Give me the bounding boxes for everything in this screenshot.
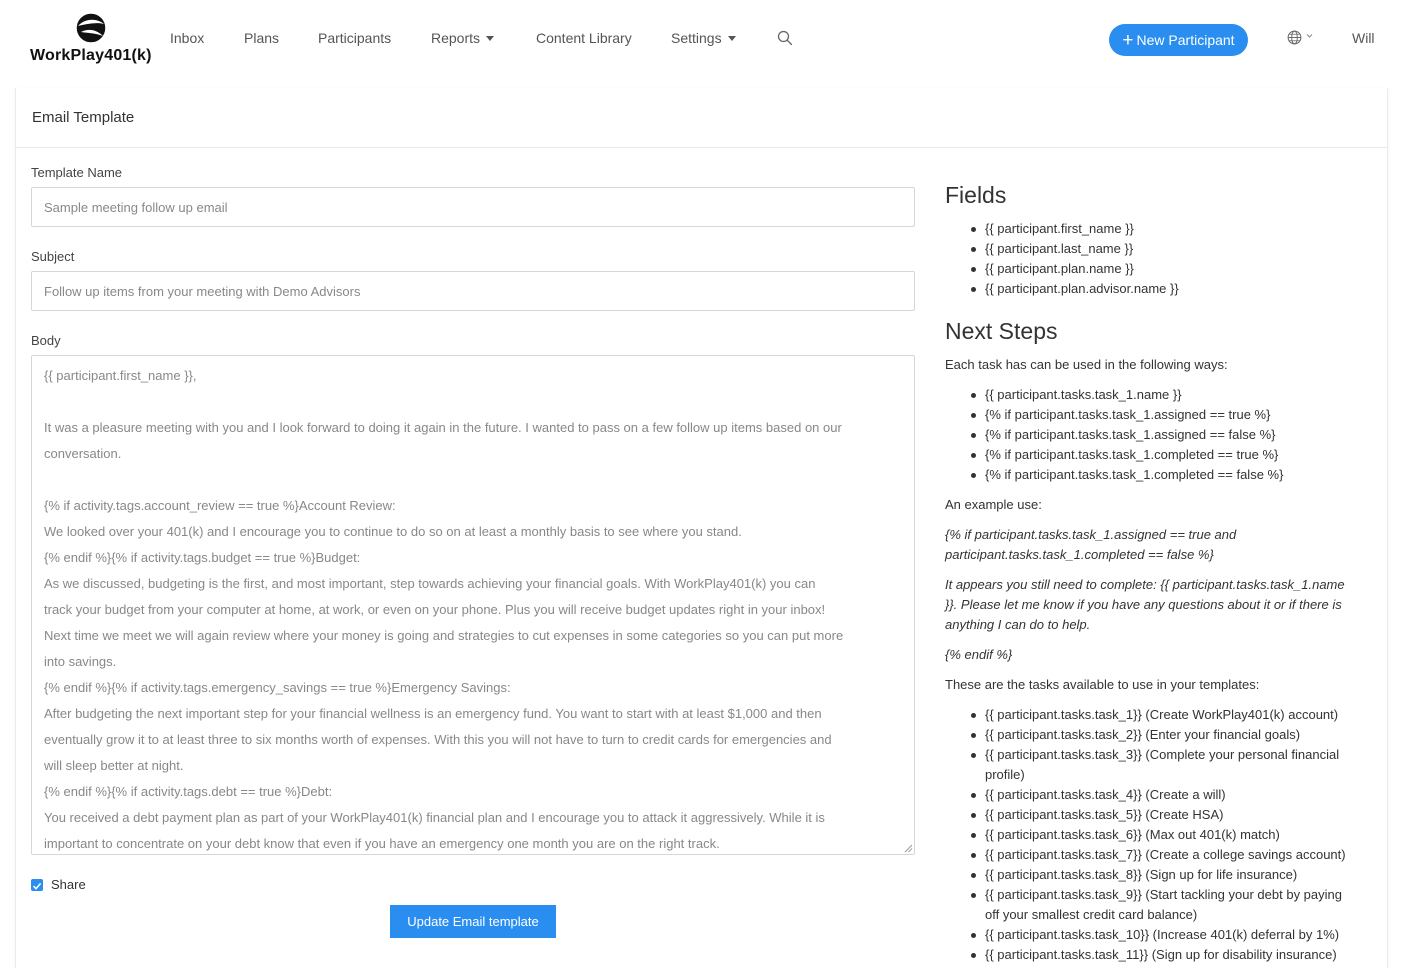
body-line: {{ participant.first_name }}, [44,368,197,383]
body-line: We looked over your 401(k) and I encourage you to continue to do so on at least a monthly basis to see where you stand. [44,524,742,539]
nav-content-library[interactable]: Content Library [536,30,632,46]
task-item: {{ participant.tasks.task_8}} (Sign up for life insurance) [985,867,1298,882]
task-item: {{ participant.tasks.task_2}} (Enter your financial goals) [985,727,1301,742]
body-line: eventually grow it to at least three to six months worth of expenses. With this you will not have to turn to credit cards for emergencies and [44,732,832,747]
template-name-input[interactable] [31,187,915,227]
body-line: conversation. [44,446,122,461]
usage-item: {% if participant.tasks.task_1.assigned == false %} [985,427,1276,442]
task-item: off your smallest credit card balance) [985,907,1198,922]
body-line: {% endif %}{% if activity.tags.debt == true %}Debt: [44,784,333,799]
nav-participants[interactable]: Participants [318,30,392,46]
nav-settings[interactable] [671,30,736,46]
brand-name: WorkPlay401(k) [30,47,152,64]
task-item: {{ participant.tasks.task_6}} (Max out 401(k) match) [985,827,1280,842]
card-header [16,88,1387,148]
user-menu[interactable]: Will [1352,30,1375,46]
check-icon [31,880,43,892]
page-title: Email Template [32,109,135,126]
usage-item: {% if participant.tasks.task_1.completed == true %} [985,447,1279,462]
body-line: It was a pleasure meeting with you and I look forward to doing it again in the future. I wanted to pass on a few follow up items based on our [44,420,842,435]
body-line: {% endif %}{% if activity.tags.emergency_savings == true %}Emergency Savings: [44,680,511,695]
logo-icon [75,12,107,44]
new-participant-label: New Participant [1136,32,1235,48]
field-item: {{ participant.plan.advisor.name }} [985,281,1179,296]
body-line: into savings. [44,654,117,669]
body-line: Next time we meet we will again review where your money is going and strategies to cut expenses in some categories so you can put more [44,628,844,643]
chevron-down-icon [486,36,494,41]
example-condition-line: {% if participant.tasks.task_1.assigned == true and [945,527,1237,542]
update-email-template-button[interactable]: Update Email template [390,905,556,938]
usage-item: {% if participant.tasks.task_1.completed == false %} [985,467,1284,482]
example-condition-line: participant.tasks.task_1.completed == false %} [945,547,1214,562]
chevron-down-icon[interactable] [1306,33,1313,39]
subject-input[interactable] [31,271,915,311]
template-name-label: Template Name [31,165,123,180]
brand-logo[interactable] [30,12,155,70]
subject-label: Subject [31,249,75,264]
fields-heading: Fields [945,182,1007,208]
resize-handle-icon[interactable] [903,843,913,853]
next-steps-intro: Each task has can be used in the following ways: [945,357,1228,372]
tasks-intro: These are the tasks available to use in your templates: [945,677,1260,692]
task-item: {{ participant.tasks.task_5}} (Create HSA) [985,807,1224,822]
task-item: {{ participant.tasks.task_10}} (Increase 401(k) deferral by 1%) [985,927,1340,942]
task-item: {{ participant.tasks.task_7}} (Create a college savings account) [985,847,1346,862]
example-end: {% endif %} [945,647,1013,662]
share-checkbox[interactable] [31,879,43,891]
nav-reports[interactable] [431,30,494,46]
nav-settings-label: Settings [671,30,722,46]
top-navbar [0,0,1403,80]
task-item: {{ participant.tasks.task_9}} (Start tackling your debt by paying [985,887,1342,902]
share-label: Share [51,877,86,892]
example-body-line: anything I can do to help. [945,617,1091,632]
body-line: You received a debt payment plan as part of your WorkPlay401(k) financial plan and I encourage you to attack it aggressively. While it is [44,810,825,825]
task-item: {{ participant.tasks.task_11}} (Sign up for disability insurance) [985,947,1337,962]
body-line: {% endif %}{% if activity.tags.budget == true %}Budget: [44,550,361,565]
usage-item: {{ participant.tasks.task_1.name }} [985,387,1182,402]
field-item: {{ participant.plan.name }} [985,261,1134,276]
example-body-line: }}. Please let me know if you have any questions about it or if there is [945,597,1342,612]
nav-inbox[interactable]: Inbox [170,30,205,46]
task-item: profile) [985,767,1025,782]
body-line: will sleep better at night. [44,758,184,773]
usage-item: {% if participant.tasks.task_1.assigned == true %} [985,407,1271,422]
search-icon[interactable] [777,30,793,46]
nav-plans[interactable]: Plans [244,30,280,46]
field-item: {{ participant.last_name }} [985,241,1134,256]
body-line: important to concentrate on your debt know that even if you have an emergency one month you are on the right track. [44,836,720,851]
task-item: {{ participant.tasks.task_4}} (Create a will) [985,787,1226,802]
body-line: track your budget from your computer at home, at work, or even on your phone. Plus you will receive budget updates right in your inbox! [44,602,826,617]
body-label: Body [31,333,61,348]
example-label: An example use: [945,497,1042,512]
nav-reports-label: Reports [431,30,481,46]
body-line: {% if activity.tags.account_review == true %}Account Review: [44,498,396,513]
next-steps-heading: Next Steps [945,318,1058,344]
globe-icon[interactable] [1287,30,1302,45]
task-item: {{ participant.tasks.task_3}} (Complete your personal financial [985,747,1340,762]
body-textarea[interactable] [31,355,915,855]
field-item: {{ participant.first_name }} [985,221,1134,236]
body-line: As we discussed, budgeting is the first, and most important, step towards achieving your financial goals. With WorkPlay401(k) you can [44,576,816,591]
new-participant-button[interactable] [1109,24,1248,56]
example-body-line: It appears you still need to complete: {{ participant.tasks.task_1.name [945,577,1345,592]
body-line: After budgeting the next important step for your financial wellness is an emergency fund. You want to start with at least $1,000 and then [44,706,822,721]
chevron-down-icon [728,36,736,41]
plus-icon: + [1122,29,1134,51]
task-item: {{ participant.tasks.task_1}} (Create WorkPlay401(k) account) [985,707,1339,722]
